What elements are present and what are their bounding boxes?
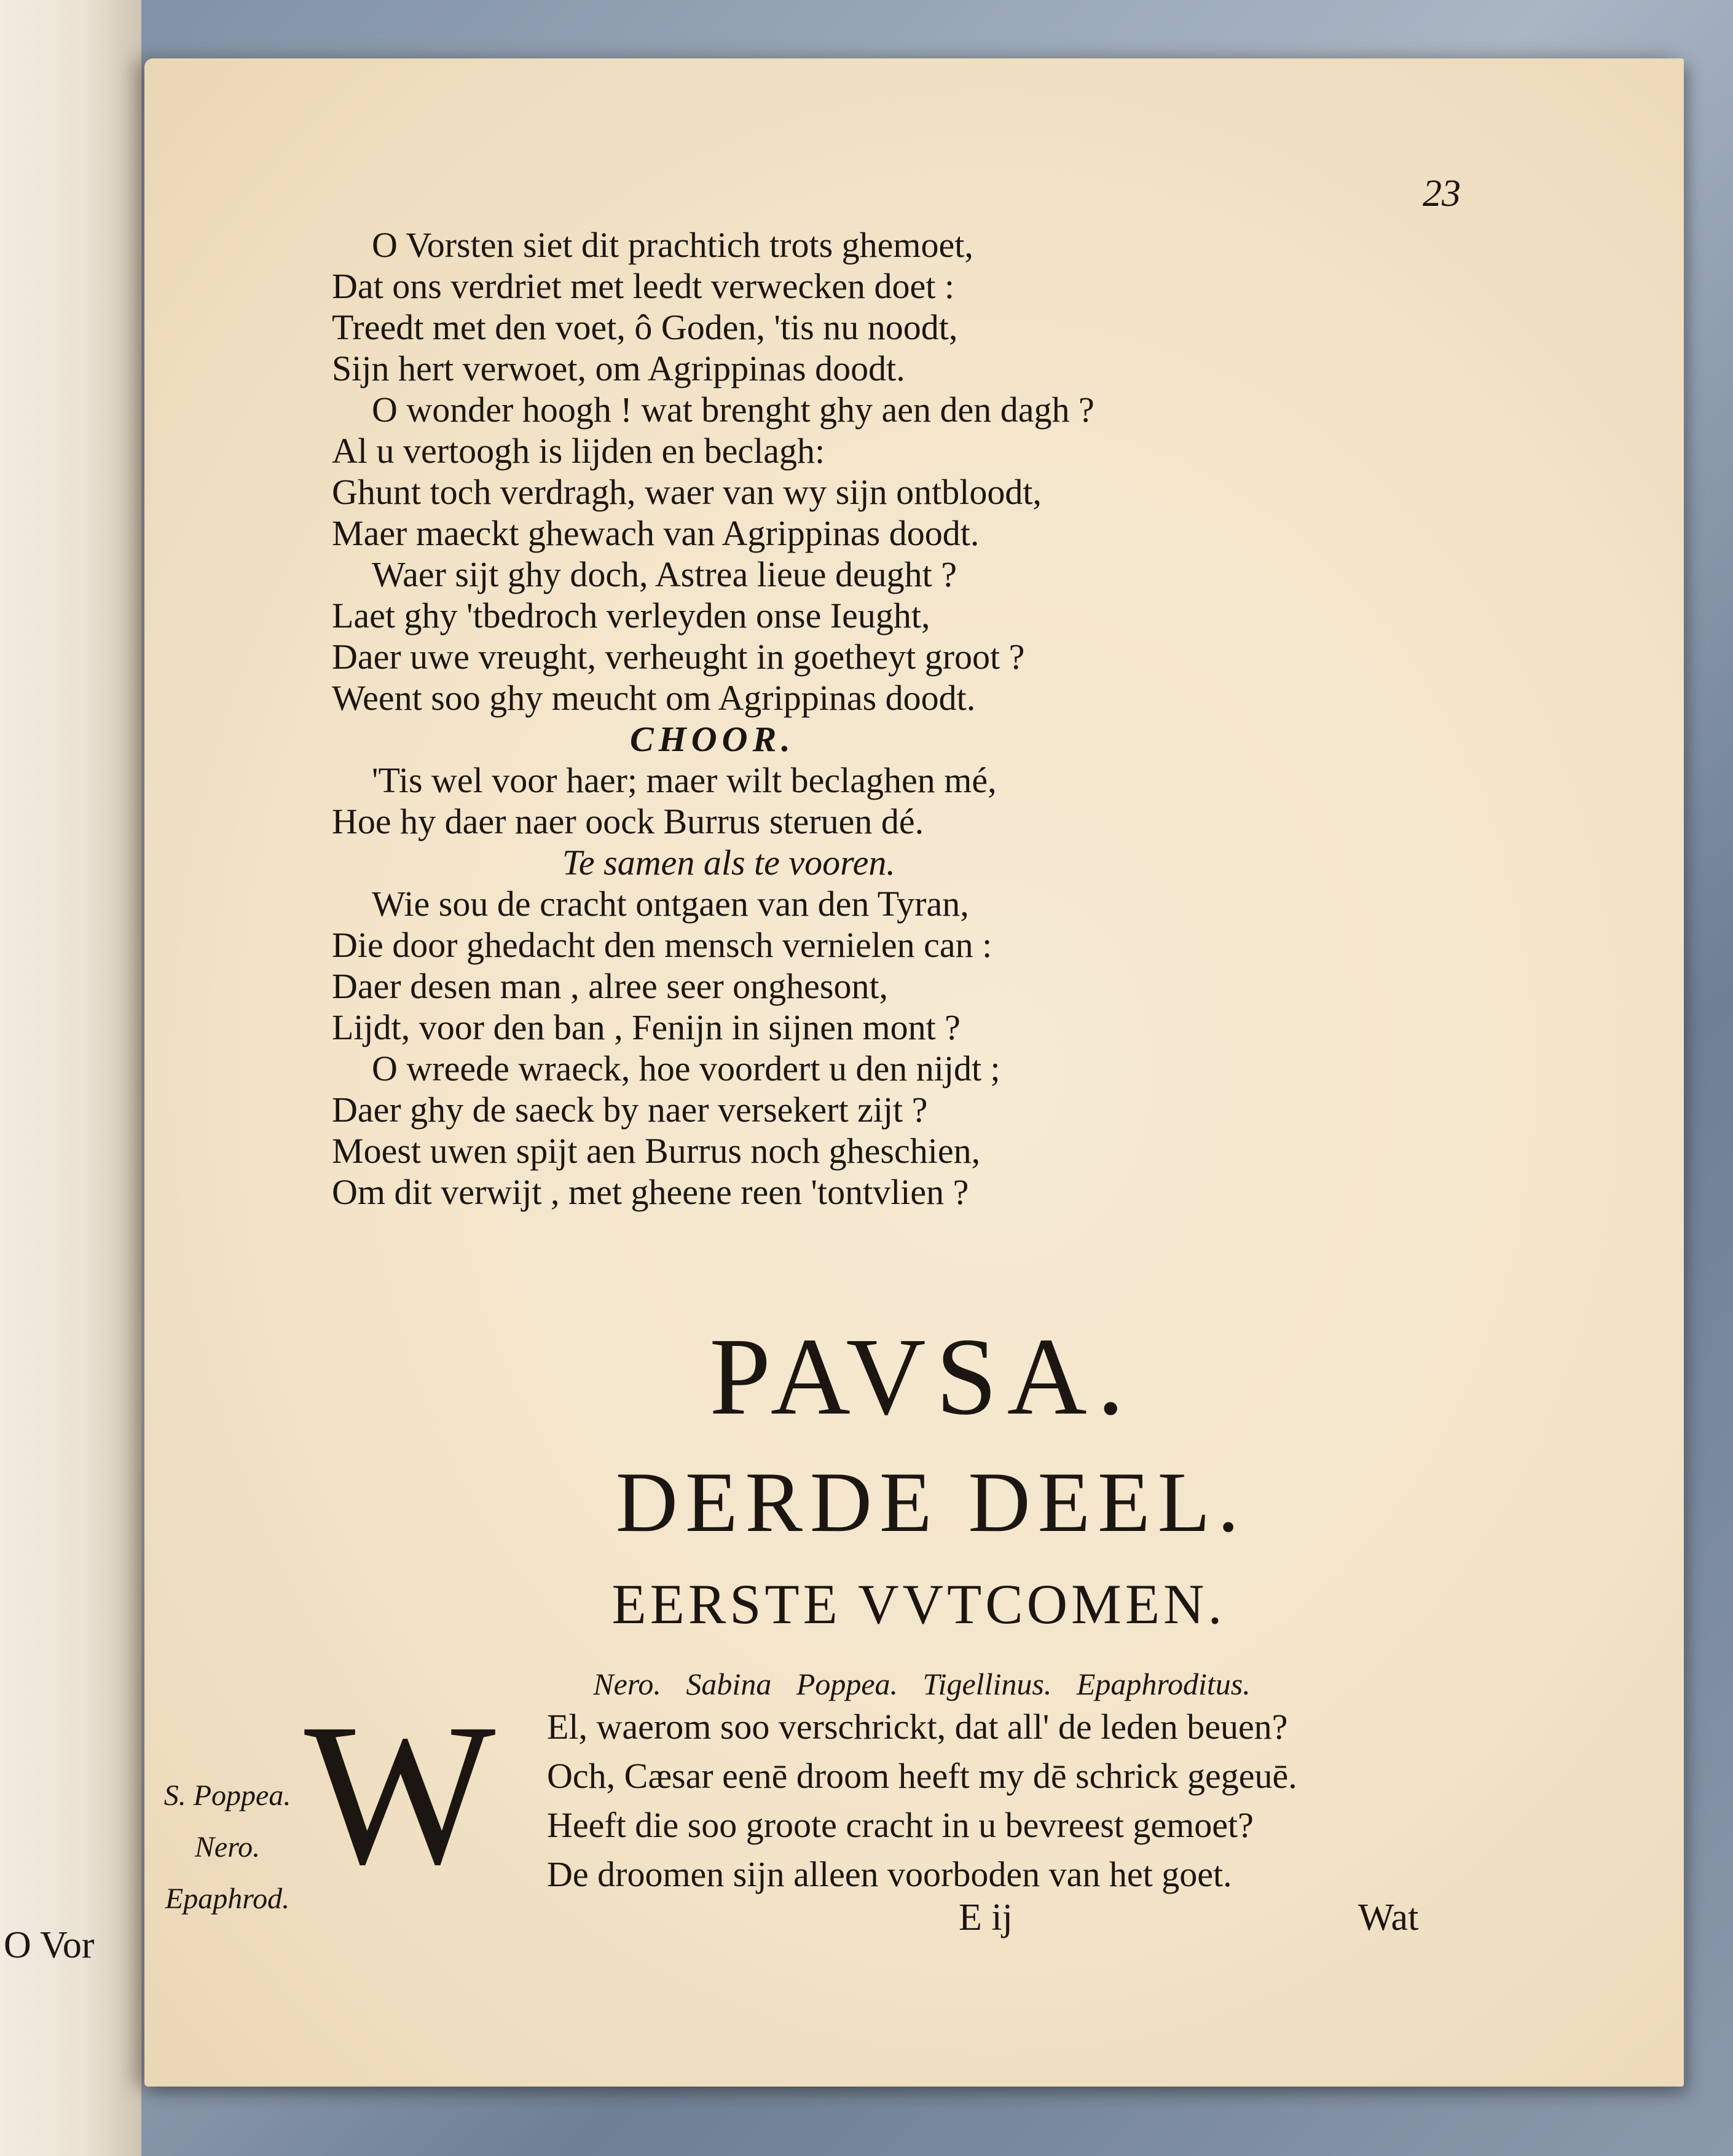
choor-line: 'Tis wel voor haer; maer wilt beclaghen mé, [372, 760, 997, 800]
verse-block [332, 224, 1487, 1213]
cast-list: Nero. Sabina Poppea. Tigellinus. Epaphroditus. [593, 1667, 1251, 1701]
pausa-heading: PAVSA. [709, 1315, 1134, 1438]
choor-heading: CHOOR. [630, 719, 795, 759]
verse-line: Laet ghy 'tbedroch verleyden onse Ieught, [332, 596, 930, 635]
speaker-margin [144, 1770, 310, 1925]
verse-line: Daer ghy de saeck by naer versekert zijt ? [332, 1090, 928, 1130]
dialogue-line: Heeft die soo groote cracht in u bevreest gemoet? [547, 1805, 1254, 1845]
signature-mark: E ij [959, 1897, 1013, 1938]
verse-line: O Vorsten siet dit prachtich trots ghemoet, [372, 225, 973, 265]
verse-line: Die door ghedacht den mensch vernielen can : [332, 925, 992, 965]
scene-heading: EERSTE VVTCOMEN. [611, 1573, 1226, 1635]
drop-cap-initial: W [304, 1682, 496, 1906]
verse-line: O wonder hoogh ! wat brenght ghy aen den dagh ? [372, 390, 1094, 430]
dialogue-line: El, waerom soo verschrickt, dat all' de leden beuen? [547, 1707, 1288, 1747]
dialogue-line: Och, Cæsar eenē droom heeft my dē schrick gegeuē. [547, 1756, 1297, 1796]
choor-line: Hoe hy daer naer oock Burrus steruen dé. [332, 801, 924, 841]
verse-line: Daer desen man , alree seer onghesont, [332, 966, 889, 1006]
speaker-name: S. Poppea. [163, 1779, 291, 1812]
verse-line: Ghunt toch verdragh, waer van wy sijn ontbloodt, [332, 472, 1042, 512]
verse-line: Waer sijt ghy doch, Astrea lieue deught ? [372, 554, 957, 594]
verse-line: O wreede wraeck, hoe voordert u den nijdt ; [372, 1048, 1000, 1088]
stage-direction: Te samen als te vooren. [562, 843, 895, 883]
verse-line: Wie sou de cracht ontgaen van den Tyran, [372, 884, 969, 924]
verse-line: Al u vertoogh is lijden en beclagh: [332, 431, 825, 471]
catchword: Wat [1358, 1897, 1419, 1938]
page-number: 23 [1423, 173, 1461, 214]
verse-line: Daer uwe vreught, verheught in goetheyt groot ? [332, 637, 1025, 677]
facing-page-text: O Vor [4, 1924, 95, 1966]
verse-line: Treedt met den voet, ô Goden, 'tis nu noodt, [332, 307, 958, 347]
dialogue-line: De droomen sijn alleen voorboden van het goet. [547, 1854, 1232, 1894]
verse-line: Maer maeckt ghewach van Agrippinas doodt. [332, 513, 980, 553]
part-heading: DERDE DEEL. [615, 1455, 1247, 1550]
facing-page-edge [0, 0, 141, 2156]
section-title-block [332, 1315, 1487, 1706]
verse-line: Weent soo ghy meucht om Agrippinas doodt. [332, 678, 976, 718]
verse-line: Sijn hert verwoet, om Agrippinas doodt. [332, 348, 905, 388]
verse-line: Lijdt, voor den ban , Fenijn in sijnen mont ? [332, 1007, 961, 1047]
verse-line: Moest uwen spijt aen Burrus noch gheschien, [332, 1131, 981, 1171]
speaker-name: Epaphrod. [165, 1883, 290, 1915]
verse-line: Om dit verwijt , met gheene reen 'tontvlien ? [332, 1172, 969, 1212]
dialogue-block [547, 1702, 1469, 1899]
verse-line: Dat ons verdriet met leedt verwecken doet : [332, 266, 954, 306]
speaker-name: Nero. [194, 1831, 261, 1863]
